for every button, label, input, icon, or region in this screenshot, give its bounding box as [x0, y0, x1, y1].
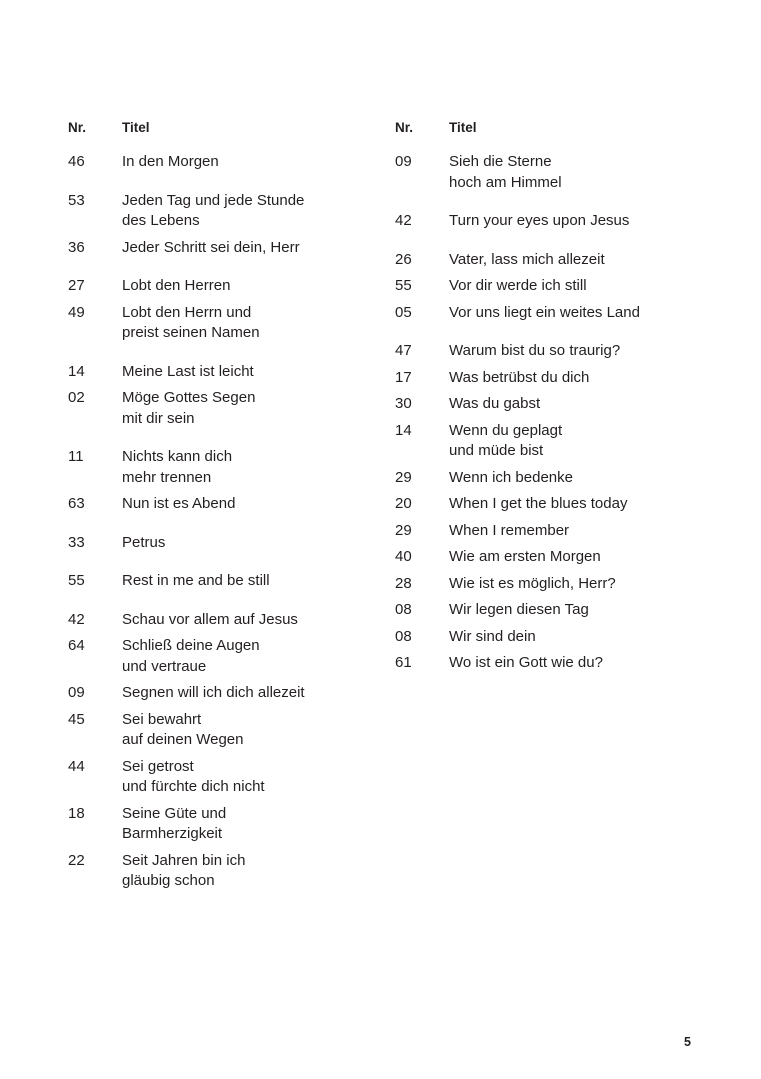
index-entry[interactable] — [395, 276, 695, 297]
entry-title — [449, 421, 695, 462]
index-entry[interactable] — [395, 394, 695, 415]
index-group — [68, 191, 368, 259]
index-entry[interactable] — [68, 303, 368, 344]
index-entry[interactable] — [395, 574, 695, 595]
entry-title-line: Schau vor allem auf Jesus — [122, 610, 298, 628]
index-entry[interactable] — [395, 468, 695, 489]
entry-title-line: Vater, lass mich allezeit — [449, 250, 605, 268]
index-entry[interactable] — [395, 653, 695, 674]
entry-title-line: Was betrübst du dich — [449, 368, 590, 386]
entry-title — [122, 494, 368, 515]
index-entry[interactable] — [68, 710, 368, 751]
entry-number: 30 — [395, 395, 412, 412]
entry-number: 29 — [395, 468, 412, 486]
entry-title — [449, 250, 695, 271]
entry-number: 63 — [68, 495, 85, 512]
entry-title — [449, 211, 695, 232]
entry-number: 61 — [395, 654, 412, 671]
entry-title — [449, 368, 695, 389]
entry-number: 14 — [395, 421, 412, 439]
entry-title — [122, 303, 368, 344]
entry-title-line: Vor uns liegt ein weites Land — [449, 303, 640, 321]
entry-title — [122, 610, 368, 631]
entry-title — [122, 533, 368, 554]
entry-title-line: Seine Güte und — [122, 804, 227, 822]
entry-title — [122, 757, 368, 798]
header-titel: Titel — [449, 120, 477, 135]
entry-title-line: Seit Jahren bin ich — [122, 851, 246, 869]
entry-number: 44 — [68, 757, 85, 775]
entry-number: 28 — [395, 574, 412, 592]
entry-title — [449, 627, 695, 648]
index-columns — [0, 120, 761, 892]
entry-number: 02 — [68, 389, 85, 406]
entry-title — [122, 571, 368, 592]
entry-title-line: Sieh die Sterne — [449, 153, 552, 170]
entry-title-line: Möge Gottes Segen — [122, 389, 256, 406]
index-group — [68, 362, 368, 430]
header-titel: Titel — [122, 120, 150, 135]
entry-number: 47 — [395, 342, 412, 359]
entry-number: 08 — [395, 601, 412, 618]
entry-title — [449, 303, 695, 324]
index-entry[interactable] — [68, 238, 368, 259]
entry-title-line: When I remember — [449, 521, 570, 539]
entry-title — [122, 804, 368, 845]
entry-number: 09 — [395, 153, 412, 170]
entry-title-line: Petrus — [122, 533, 166, 551]
entry-title-line: gläubig schon — [122, 872, 215, 889]
index-entry[interactable] — [395, 152, 695, 193]
entry-title-line: Wie am ersten Morgen — [449, 548, 601, 565]
index-group — [395, 152, 695, 193]
entry-title-line: Schließ deine Augen — [122, 637, 260, 654]
index-entry[interactable] — [68, 533, 368, 554]
entry-title — [122, 636, 368, 677]
index-entry[interactable] — [68, 610, 368, 631]
entry-number: 42 — [68, 610, 85, 628]
entry-title — [122, 362, 368, 383]
header-nr: Nr. — [68, 120, 87, 135]
header-nr: Nr. — [395, 120, 414, 135]
index-entry[interactable] — [68, 571, 368, 592]
index-entry[interactable] — [68, 191, 368, 232]
entry-title-line: Sei getrost — [122, 757, 194, 775]
entry-title — [122, 710, 368, 751]
entry-title-line: des Lebens — [122, 212, 200, 229]
entry-title-line: Segnen will ich dich allezeit — [122, 684, 305, 701]
entry-title-line: Nichts kann dich — [122, 448, 233, 465]
entry-title-line: Wie ist es möglich, Herr? — [449, 574, 616, 592]
entry-number: 27 — [68, 277, 85, 294]
entry-title — [449, 494, 695, 515]
entry-title-line: Vor dir werde ich still — [449, 277, 587, 294]
entry-title-line: mit dir sein — [122, 409, 195, 427]
index-entry[interactable] — [68, 683, 368, 704]
index-entry[interactable] — [395, 547, 695, 568]
entry-number: 33 — [68, 533, 85, 551]
column-header — [68, 120, 368, 135]
entry-title — [122, 447, 368, 488]
index-group — [68, 533, 368, 554]
entry-title-line: Meine Last ist leicht — [122, 362, 254, 380]
index-group — [68, 447, 368, 515]
entry-title-line: Wo ist ein Gott wie du? — [449, 654, 603, 671]
index-entry[interactable] — [395, 521, 695, 542]
index-entry[interactable] — [395, 627, 695, 648]
index-column-left — [68, 120, 368, 892]
entry-title-line: mehr trennen — [122, 468, 212, 486]
entry-number: 29 — [395, 521, 412, 539]
index-entry[interactable] — [68, 152, 368, 173]
entry-title — [449, 547, 695, 568]
page-number: 5 — [684, 1035, 691, 1049]
entry-title — [122, 152, 368, 173]
entry-title-line: In den Morgen — [122, 153, 219, 170]
entry-title — [449, 341, 695, 362]
entry-title-line: Rest in me and be still — [122, 572, 270, 589]
entry-number: 26 — [395, 250, 412, 268]
index-entry[interactable] — [68, 276, 368, 297]
entry-title-line: auf deinen Wegen — [122, 731, 244, 748]
entry-title-line: Wir legen diesen Tag — [449, 601, 589, 618]
entry-title-line: Turn your eyes upon Jesus — [449, 212, 630, 229]
entry-number: 05 — [395, 303, 412, 321]
index-entry[interactable] — [68, 388, 368, 429]
entry-title — [449, 276, 695, 297]
entry-title — [449, 600, 695, 621]
entry-title-line: Wir sind dein — [449, 627, 536, 645]
index-entry[interactable] — [395, 421, 695, 462]
entry-number: 20 — [395, 495, 412, 512]
entry-number: 46 — [68, 153, 85, 170]
index-entry[interactable] — [68, 851, 368, 892]
entry-number: 40 — [395, 548, 412, 565]
entry-title-line: preist seinen Namen — [122, 324, 260, 341]
entry-title-line: und vertraue — [122, 657, 207, 675]
entry-number: 09 — [68, 684, 85, 701]
column-header — [395, 120, 695, 135]
index-group — [395, 341, 695, 674]
entry-number: 49 — [68, 303, 85, 321]
index-entry[interactable] — [395, 600, 695, 621]
entry-title-line: Wenn du geplagt — [449, 421, 563, 439]
entry-title — [449, 394, 695, 415]
entry-number: 17 — [395, 368, 412, 386]
entry-number: 14 — [68, 362, 85, 380]
entry-number: 11 — [68, 448, 84, 465]
entry-title-line: Nun ist es Abend — [122, 495, 236, 512]
entry-title-line: hoch am Himmel — [449, 173, 562, 191]
entry-title-line: und fürchte dich nicht — [122, 778, 265, 795]
entry-title — [449, 521, 695, 542]
entry-title — [122, 683, 368, 704]
entry-title-line: Jeder Schritt sei dein, Herr — [122, 238, 300, 256]
entry-title-line: Was du gabst — [449, 395, 541, 412]
index-column-right — [395, 120, 695, 892]
index-group — [68, 571, 368, 592]
index-entry[interactable] — [68, 757, 368, 798]
entry-title-line: Jeden Tag und jede Stunde — [122, 191, 305, 209]
index-entry[interactable] — [68, 804, 368, 845]
entry-number: 64 — [68, 637, 85, 654]
index-entry[interactable] — [395, 341, 695, 362]
entry-number: 18 — [68, 804, 85, 822]
index-entry[interactable] — [68, 494, 368, 515]
entry-title-line: Wenn ich bedenke — [449, 468, 573, 486]
entry-title-line: Sei bewahrt — [122, 710, 202, 728]
entry-number: 55 — [68, 572, 85, 589]
index-entry[interactable] — [68, 447, 368, 488]
entry-title — [449, 574, 695, 595]
entry-number: 36 — [68, 238, 85, 256]
entry-title — [122, 191, 368, 232]
index-group — [395, 211, 695, 232]
index-group — [395, 250, 695, 324]
entry-title-line: und müde bist — [449, 442, 544, 459]
entry-number: 45 — [68, 710, 85, 728]
entry-title-line: Lobt den Herren — [122, 277, 231, 294]
entry-title — [122, 851, 368, 892]
entry-title — [449, 653, 695, 674]
entry-title-line: Warum bist du so traurig? — [449, 342, 621, 359]
entry-title — [122, 276, 368, 297]
index-entry[interactable] — [395, 211, 695, 232]
entry-title-line: When I get the blues today — [449, 495, 628, 512]
index-entry[interactable] — [395, 368, 695, 389]
index-entry[interactable] — [395, 494, 695, 515]
index-entry[interactable] — [395, 250, 695, 271]
entry-title — [122, 238, 368, 259]
entry-number: 42 — [395, 212, 412, 229]
index-entry[interactable] — [68, 362, 368, 383]
index-group — [68, 610, 368, 892]
entry-title — [449, 152, 695, 193]
entry-number: 53 — [68, 191, 85, 209]
index-entry[interactable] — [68, 636, 368, 677]
entry-number: 22 — [68, 851, 85, 869]
entry-number: 08 — [395, 627, 412, 645]
index-entry[interactable] — [395, 303, 695, 324]
entry-title-line: Barmherzigkeit — [122, 825, 223, 842]
index-group — [68, 276, 368, 344]
entry-title — [122, 388, 368, 429]
entry-title — [449, 468, 695, 489]
entry-number: 55 — [395, 277, 412, 294]
index-group — [68, 152, 368, 173]
entry-title-line: Lobt den Herrn und — [122, 303, 252, 321]
